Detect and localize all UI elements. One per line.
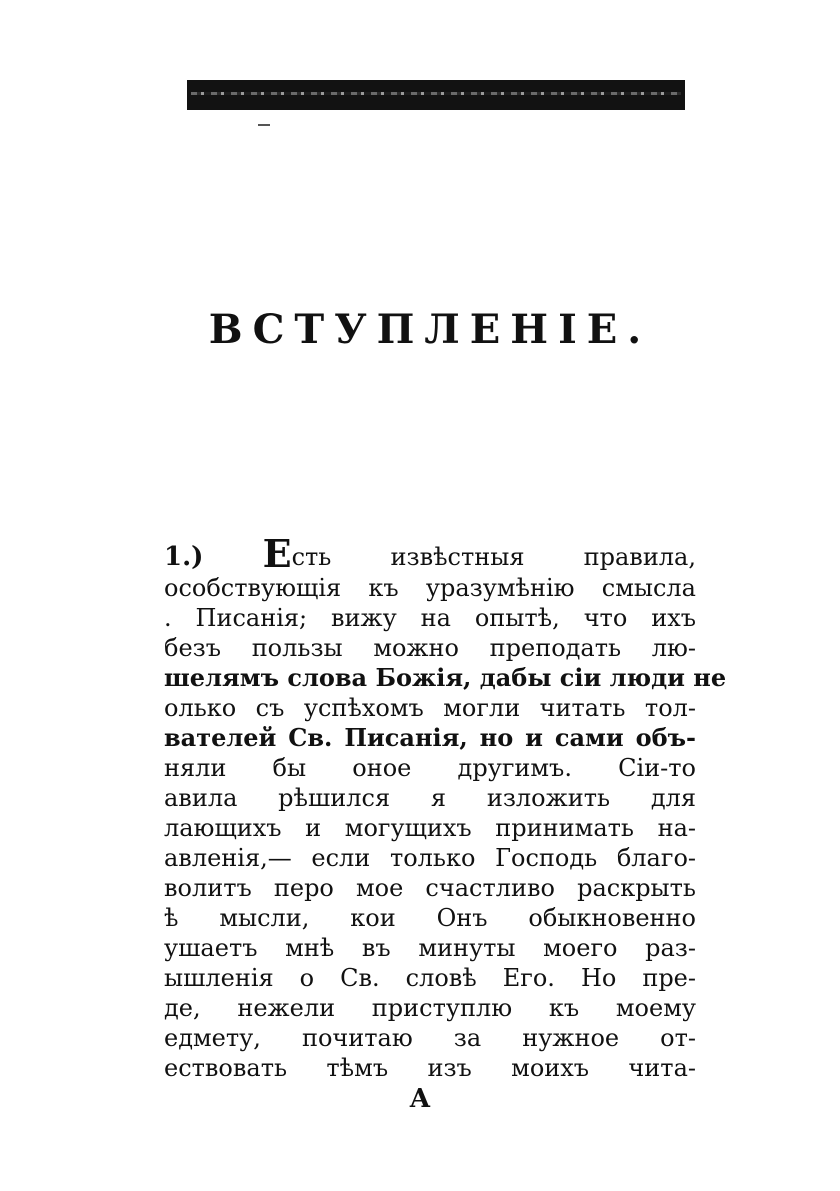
text-line: ествовать тѣмъ изъ моихъ чита- (164, 1054, 696, 1082)
text-line: шелямъ слова Божія, дабы сіи люди не (164, 663, 727, 692)
decorative-dash (258, 124, 270, 126)
decorative-header-rule (187, 80, 685, 110)
text-line: волитъ перо мое счастливо раскрыть (164, 874, 696, 902)
text-line: де, нежели приступлю къ моему (164, 994, 696, 1022)
body-paragraph (164, 531, 727, 1083)
text-line: авленія,— если только Господь благо- (164, 844, 696, 872)
text-line: . Писанія; вижу на опытѣ, что ихъ (164, 604, 696, 632)
text-line: авила рѣшился я изложить для (164, 784, 696, 812)
paragraph-number: 1.) (164, 542, 204, 572)
text-line: безъ пользы можно преподать лю- (164, 634, 696, 662)
signature-mark: А (409, 1084, 431, 1114)
drop-cap: Е (262, 531, 292, 576)
text-line: ѣ мысли, кои Онъ обыкновенно (164, 904, 696, 932)
text-line: едмету, почитаю за нужное от- (164, 1024, 696, 1052)
first-line-text: сть извѣстныя правила, (291, 543, 696, 571)
text-line: особствующія къ уразумѣнію смысла (164, 574, 696, 602)
text-line: лающихъ и могущихъ принимать на- (164, 814, 696, 842)
text-line: ушаетъ мнѣ въ минуты моего раз- (164, 934, 696, 962)
text-line: ышленія о Св. словѣ Его. Но пре- (164, 964, 696, 992)
chapter-title: ВСТУПЛЕНІЕ. (208, 306, 652, 353)
text-line: няли бы оное другимъ. Сіи-то (164, 754, 696, 782)
text-line: олько съ успѣхомъ могли читать тол- (164, 694, 696, 722)
text-line: вателей Св. Писанія, но и сами объ- (164, 723, 696, 752)
paragraph-first-line (164, 531, 696, 576)
